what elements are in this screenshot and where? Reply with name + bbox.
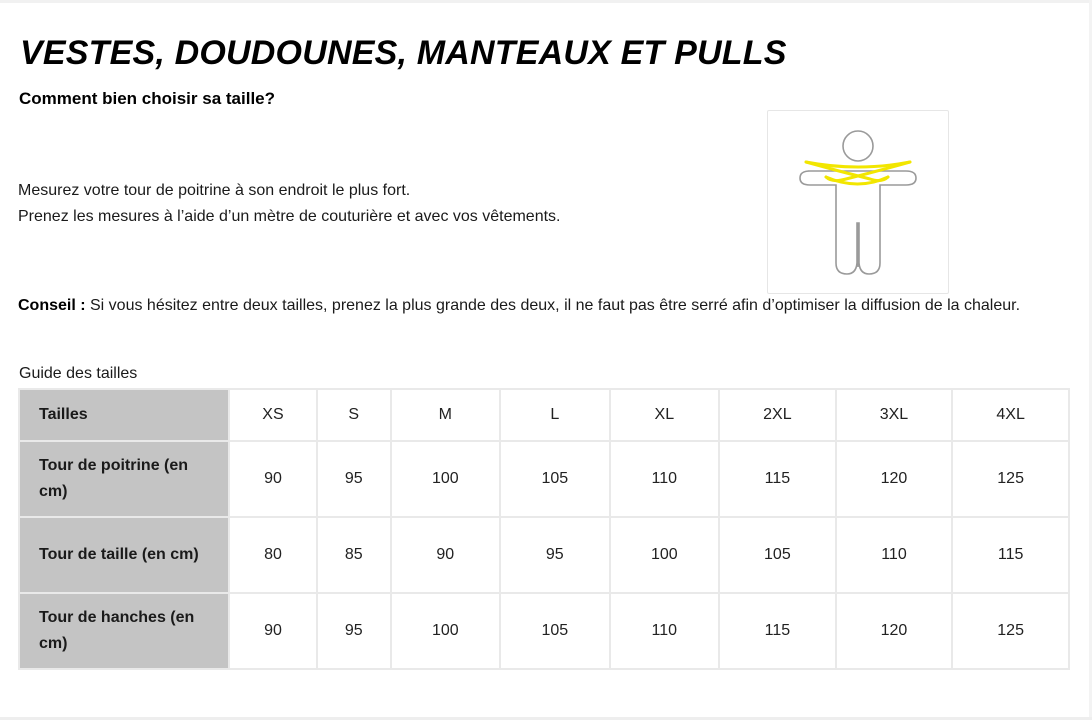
measure-cell: 80	[230, 518, 316, 592]
size-cell: L	[501, 390, 609, 440]
advice-label: Conseil :	[18, 297, 86, 314]
size-cell: XL	[611, 390, 719, 440]
measure-cell: 90	[392, 518, 500, 592]
measure-cell: 105	[501, 594, 609, 668]
measure-cell: 115	[953, 518, 1068, 592]
measure-cell: 100	[392, 594, 500, 668]
table-row	[20, 390, 1068, 440]
measure-cell: 105	[720, 518, 835, 592]
head-shape	[843, 131, 873, 161]
size-cell: M	[392, 390, 500, 440]
table-row	[20, 442, 1068, 516]
body-measurement-figure	[767, 110, 949, 294]
row-header: Tailles	[20, 390, 228, 440]
measure-cell: 110	[837, 518, 952, 592]
section-subtitle: Comment bien choisir sa taille?	[19, 89, 276, 108]
instruction-line-2: Prenez les mesures à l’aide d’un mètre de couturière et avec vos vêtements.	[18, 208, 561, 225]
page-title: VESTES, DOUDOUNES, MANTEAUX ET PULLS	[20, 34, 787, 72]
measure-cell: 95	[501, 518, 609, 592]
row-header: Tour de taille (en cm)	[20, 518, 228, 592]
size-cell: S	[318, 390, 390, 440]
size-cell: 3XL	[837, 390, 952, 440]
measure-cell: 105	[501, 442, 609, 516]
advice-paragraph	[18, 293, 1068, 319]
measure-cell: 90	[230, 594, 316, 668]
measure-cell: 110	[611, 594, 719, 668]
row-header: Tour de hanches (en cm)	[20, 594, 228, 668]
measure-cell: 90	[230, 442, 316, 516]
measure-cell: 85	[318, 518, 390, 592]
measure-cell: 120	[837, 442, 952, 516]
measure-cell: 125	[953, 594, 1068, 668]
measure-cell: 95	[318, 594, 390, 668]
table-row	[20, 518, 1068, 592]
top-divider	[0, 0, 1092, 3]
size-cell: 4XL	[953, 390, 1068, 440]
size-cell: 2XL	[720, 390, 835, 440]
measure-cell: 115	[720, 594, 835, 668]
size-guide-label: Guide des tailles	[19, 365, 138, 382]
table-row	[20, 594, 1068, 668]
measure-cell: 95	[318, 442, 390, 516]
size-guide-table	[18, 388, 1070, 670]
measurement-instructions	[18, 178, 561, 230]
measure-cell: 100	[392, 442, 500, 516]
body-measurement-icon	[768, 111, 948, 293]
measure-cell: 115	[720, 442, 835, 516]
measure-cell: 120	[837, 594, 952, 668]
measure-cell: 110	[611, 442, 719, 516]
instruction-line-1: Mesurez votre tour de poitrine à son endroit le plus fort.	[18, 182, 411, 199]
size-cell: XS	[230, 390, 316, 440]
advice-text: Si vous hésitez entre deux tailles, prenez la plus grande des deux, il ne faut pas être serré afin d’optimiser la diffusion de la chaleur.	[85, 297, 1021, 314]
row-header: Tour de poitrine (en cm)	[20, 442, 228, 516]
measure-cell: 100	[611, 518, 719, 592]
measure-cell: 125	[953, 442, 1068, 516]
